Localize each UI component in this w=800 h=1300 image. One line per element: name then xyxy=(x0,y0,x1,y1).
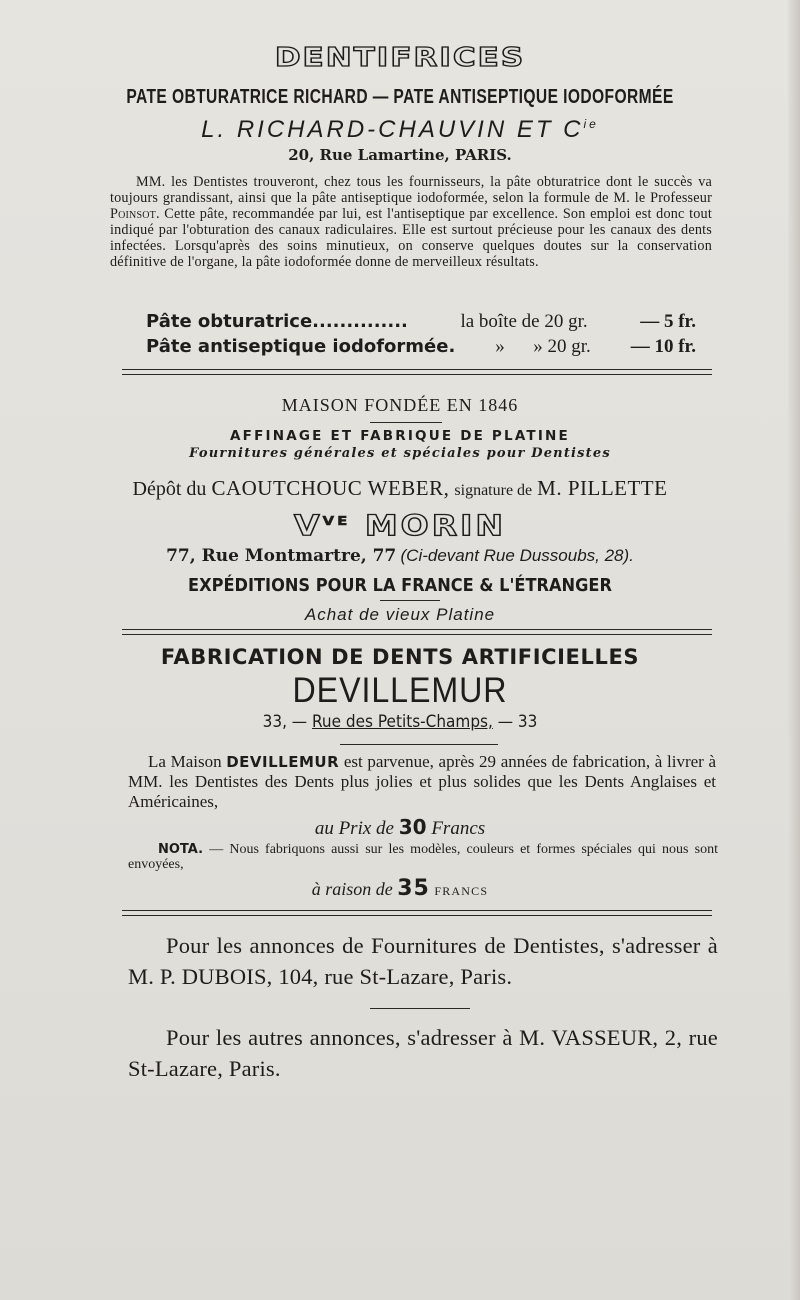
dentifrices-title: DENTIFRICES xyxy=(274,43,526,73)
divider xyxy=(122,369,712,370)
devillemur-nota xyxy=(128,842,718,872)
divider xyxy=(122,915,712,916)
short-divider xyxy=(370,1008,470,1009)
morin-affinage: AFFINAGE ET FABRIQUE DE PLATINE xyxy=(230,428,570,444)
devillemur-prix: au Prix de 30 Francs xyxy=(314,815,486,839)
price-value: — 5 fr. xyxy=(640,311,696,332)
price-qty: la boîte de 20 gr. xyxy=(460,311,588,332)
morin-achat: Achat de vieux Platine xyxy=(304,605,496,624)
nota-label: NOTA. xyxy=(158,842,204,857)
maker-name: L. RICHARD-CHAUVIN ET C xyxy=(201,116,584,143)
nota-text: — Nous fabriquons aussi sur les modèles, couleurs et formes spéciales qui nous sont envoyées, xyxy=(128,842,718,872)
divider xyxy=(122,910,712,911)
devillemur-raison: à raison de 35 FRANCS xyxy=(311,876,489,901)
devillemur-street: Rue des Petits-Champs, xyxy=(311,712,493,732)
depot-signature: signature de xyxy=(454,482,533,499)
morin-name: $V^{VE}$ MORIN xyxy=(293,508,507,543)
morin-name-sup: VE xyxy=(322,513,351,529)
price-row xyxy=(146,311,696,333)
contact-dubois: Pour les annonces de Fournitures de Dentistes, s'adresser à M. P. DUBOIS, 104, rue St-Lazare, Paris. xyxy=(128,933,718,989)
maker-sup: ie xyxy=(583,117,599,131)
dentifrices-maker xyxy=(0,116,800,144)
professor-name: Poinsot xyxy=(110,206,156,222)
price-row xyxy=(146,336,696,358)
morin-address xyxy=(0,546,800,566)
morin-depot xyxy=(0,476,800,501)
ornament-divider xyxy=(340,744,498,745)
depot-main: CAOUTCHOUC WEBER, xyxy=(211,476,450,500)
devillemur-body: La Maison DEVILLEMUR est parvenue, après 29 années de fabrication, à livrer à MM. les Dentistes des Dents plus jolies et plus solides que les Dents Anglaises et Américaines, xyxy=(128,752,717,811)
devillemur-body-name: DEVILLEMUR xyxy=(226,753,340,771)
devillemur-name: DEVILLEMUR xyxy=(292,671,508,710)
divider xyxy=(122,374,712,375)
morin-address-main: 77, Rue Montmartre, 77 xyxy=(166,546,397,566)
morin-name-main: MORIN xyxy=(364,508,507,543)
devillemur-heading: FABRICATION DE DENTS ARTIFICIELLES xyxy=(160,645,640,669)
short-divider xyxy=(380,600,440,601)
divider xyxy=(122,629,712,630)
depot-name: M. PILLETTE xyxy=(537,476,668,500)
contact-vasseur: Pour les autres annonces, s'adresser à M. VASSEUR, 2, rue St-Lazare, Paris. xyxy=(128,1025,718,1081)
dentifrices-body xyxy=(110,174,712,270)
devillemur-address: 33, — Rue des Petits-Champs, — 33 xyxy=(262,712,538,732)
price-product: Pâte obturatrice.............. xyxy=(146,311,408,332)
price-product: Pâte antiseptique iodoformée. xyxy=(146,336,456,357)
body-part-1: MM. les Dentistes trouveront, chez tous les fournisseurs, la pâte obturatrice dont le succès va toujours grandissant, ainsi que la pâte antiseptique iodoformée, selon la formule de M. le Professeur xyxy=(110,174,712,206)
divider xyxy=(122,634,712,635)
dentifrices-address: 20, Rue Lamartine, PARIS. xyxy=(288,146,512,164)
body-part-2: . Cette pâte, recommandée par lui, est l'antiseptique par excellence. Son emploi est donc tout indiqué par l'obturation des canaux radiculaires. Elle est surtout précieuse pour les canaux des dents infectées. Lorsqu'après des soins minutieux, on conserve quelques doutes sur la conservation définitive de l'organe, la pâte iodoformée donne de merveilleux résultats. xyxy=(110,206,712,270)
raison-number: 35 xyxy=(397,876,430,901)
morin-founded: MAISON FONDÉE EN 1846 xyxy=(281,395,519,415)
morin-fournitures: Fournitures générales et spéciales pour Dentistes xyxy=(189,446,611,461)
depot-prefix: Dépôt du xyxy=(132,478,207,500)
short-divider xyxy=(370,422,442,423)
dentifrices-subtitle: PATE OBTURATRICE RICHARD — PATE ANTISEPTIQUE IODOFORMÉE xyxy=(126,86,674,108)
prix-number: 30 xyxy=(398,815,427,839)
morin-expeditions: EXPÉDITIONS POUR LA FRANCE & L'ÉTRANGER xyxy=(188,575,612,596)
price-qty: » » 20 gr. xyxy=(495,336,591,357)
price-value: — 10 fr. xyxy=(630,336,696,357)
morin-address-former: (Ci-devant Rue Dussoubs, 28). xyxy=(400,546,634,565)
